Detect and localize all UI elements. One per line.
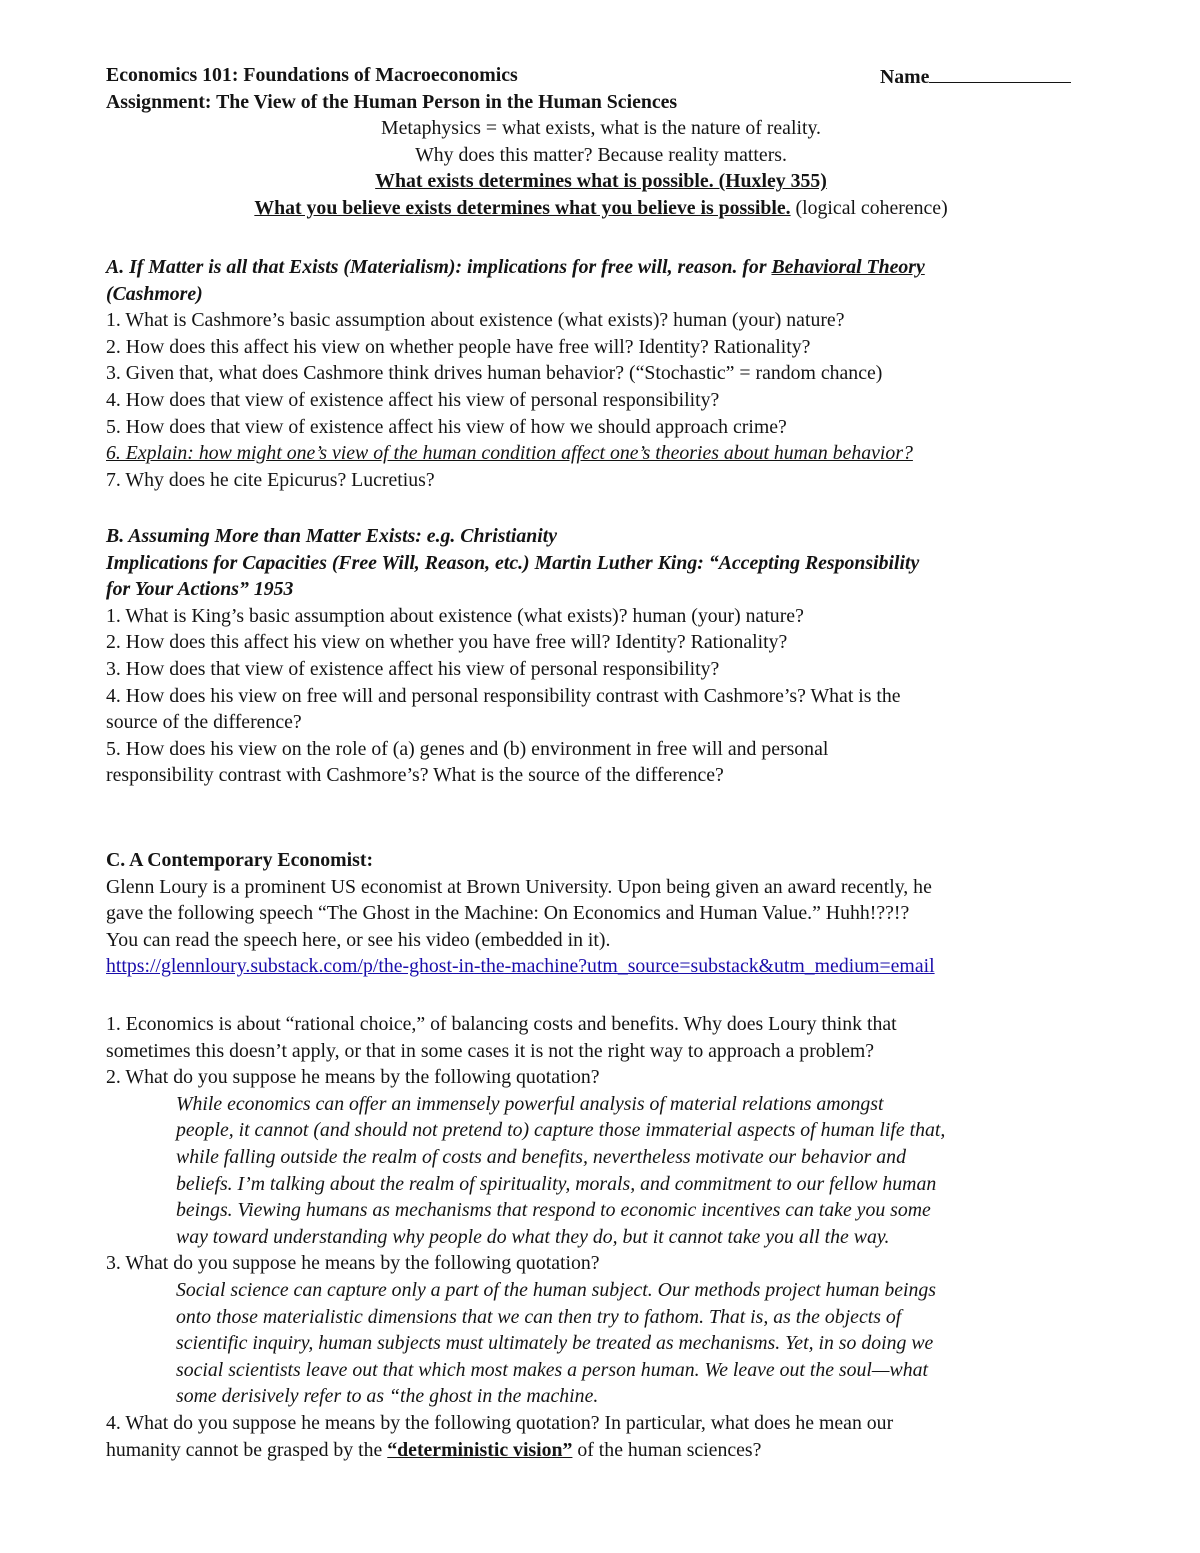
section-c-q4: 4. What do you suppose he means by the following quotation? In particular, what does he mean our [106, 1411, 894, 1434]
section-b-subheading-cont: for Your Actions” 1953 [106, 578, 294, 601]
quote-1-line: beliefs. I’m talking about the realm of spirituality, morals, and commitment to our fellow human [176, 1172, 937, 1195]
quote-1-line: people, it cannot (and should not pretend to) capture those immaterial aspects of human life that, [176, 1119, 946, 1142]
thesis-2-line [106, 195, 1096, 222]
section-a-q6: 6. Explain: how might one’s view of the human condition affect one’s theories about human behavior? [106, 442, 913, 465]
thesis-2-note: (logical coherence) [790, 196, 948, 219]
thesis-1: What exists determines what is possible. (Huxley 355) [375, 170, 827, 193]
quotation-2 [106, 1277, 1096, 1410]
quote-1-line: beings. Viewing humans as mechanisms that respond to economic incentives can take you some [176, 1199, 931, 1222]
quote-2-line: some derisively refer to as “the ghost in the machine. [176, 1385, 599, 1408]
section-c-q2: 2. What do you suppose he means by the following quotation? [106, 1066, 600, 1089]
speech-url-link[interactable]: https://glennloury.substack.com/p/the-ghost-in-the-machine?utm_source=substack&utm_medium=email [106, 955, 935, 978]
intro-line-1: Metaphysics = what exists, what is the nature of reality. [380, 117, 821, 140]
section-c-intro-2: gave the following speech “The Ghost in the Machine: On Economics and Human Value.” Huhh!??!? [106, 902, 910, 925]
course-title: Economics 101: Foundations of Macroeconomics [106, 64, 518, 86]
name-blank-line[interactable] [929, 62, 1071, 83]
quote-1-line: while falling outside the realm of costs and benefits, nevertheless motivate our behavior and [176, 1145, 906, 1168]
section-b-q5-cont: responsibility contrast with Cashmore’s? What is the source of the difference? [106, 764, 724, 787]
section-b-q3: 3. How does that view of existence affect his view of personal responsibility? [106, 657, 720, 680]
section-c-questions [106, 1011, 1096, 1463]
section-a-heading [106, 254, 1096, 281]
q4-text: humanity cannot be grasped by the [106, 1438, 388, 1461]
section-a [106, 254, 1096, 493]
quotation-1 [106, 1091, 1096, 1251]
name-field-label [880, 62, 1071, 91]
quote-2-line: onto those materialistic dimensions that we can then try to fathom. That is, as the objects of [176, 1305, 902, 1328]
section-a-q7: 7. Why does he cite Epicurus? Lucretius? [106, 468, 435, 491]
section-b-q1: 1. What is King’s basic assumption about existence (what exists)? human (your) nature? [106, 604, 804, 627]
section-b [106, 523, 1096, 789]
section-a-q5: 5. How does that view of existence affect his view of how we should approach crime? [106, 415, 787, 438]
intro-line-2: Why does this matter? Because reality matters. [415, 143, 787, 166]
section-a-q1: 1. What is Cashmore’s basic assumption about existence (what exists)? human (your) nature? [106, 309, 845, 332]
section-c-q4-cont [106, 1437, 1096, 1464]
quote-2-line: Social science can capture only a part of the human subject. Our methods project human beings [176, 1278, 936, 1301]
section-b-heading: B. Assuming More than Matter Exists: e.g. Christianity [106, 525, 558, 547]
section-b-q4-cont: source of the difference? [106, 711, 302, 734]
section-c [106, 847, 1096, 980]
q4-text-end: of the human sciences? [572, 1438, 762, 1461]
section-a-q4: 4. How does that view of existence affect his view of personal responsibility? [106, 388, 720, 411]
quote-2-line: social scientists leave out that which most makes a person human. We leave out the soul—what [176, 1358, 928, 1381]
section-c-q3: 3. What do you suppose he means by the following quotation? [106, 1252, 600, 1275]
quote-1-line: way toward understanding why people do what they do, but it cannot take you all the way. [176, 1225, 890, 1248]
section-c-heading: C. A Contemporary Economist: [106, 849, 374, 871]
quote-2-line: scientific inquiry, human subjects must ultimately be treated as mechanisms. Yet, in so doing we [176, 1332, 934, 1355]
behavioral-theory-link: Behavioral Theory [771, 256, 925, 278]
section-a-q2: 2. How does this affect his view on whether people have free will? Identity? Rationality? [106, 335, 811, 358]
section-c-intro-3: You can read the speech here, or see his video (embedded in it). [106, 928, 611, 951]
name-label: Name [880, 66, 930, 88]
assignment-title: Assignment: The View of the Human Person in the Human Sciences [106, 90, 678, 113]
section-b-q4: 4. How does his view on free will and personal responsibility contrast with Cashmore’s? What is the [106, 684, 901, 707]
quote-1-line: While economics can offer an immensely powerful analysis of material relations amongst [176, 1092, 884, 1115]
section-b-q5: 5. How does his view on the role of (a) genes and (b) environment in free will and personal [106, 737, 829, 760]
section-c-intro-1: Glenn Loury is a prominent US economist at Brown University. Upon being given an award recently, he [106, 875, 932, 898]
thesis-2: What you believe exists determines what you believe is possible. [254, 196, 791, 219]
section-a-heading-cont: (Cashmore) [106, 282, 203, 305]
section-b-q2: 2. How does this affect his view on whether you have free will? Identity? Rationality? [106, 631, 788, 654]
section-c-q1: 1. Economics is about “rational choice,” of balancing costs and benefits. Why does Loury think that [106, 1013, 897, 1035]
section-a-q3: 3. Given that, what does Cashmore think drives human behavior? (“Stochastic” = random chance) [106, 362, 883, 385]
section-a-heading-text: A. If Matter is all that Exists (Materialism): implications for free will, reason. for [106, 256, 772, 278]
deterministic-vision-phrase: “deterministic vision” [387, 1438, 573, 1461]
section-c-q1-cont: sometimes this doesn’t apply, or that in some cases it is not the right way to approach a problem? [106, 1039, 875, 1062]
section-b-subheading: Implications for Capacities (Free Will, Reason, etc.) Martin Luther King: “Accepting Responsibility [106, 551, 920, 574]
